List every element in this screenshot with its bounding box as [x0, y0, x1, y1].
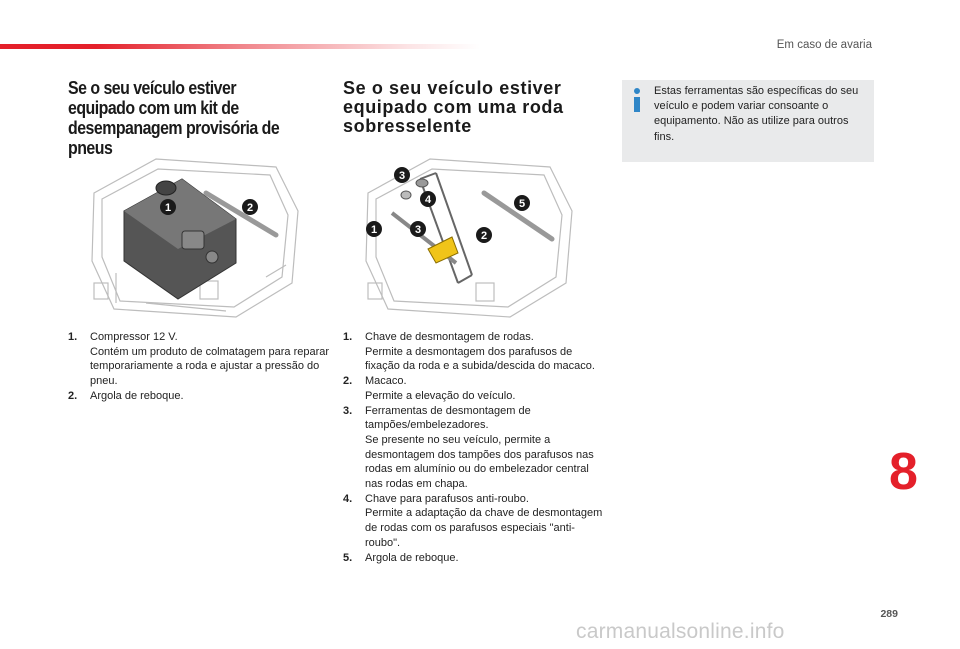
spare-wheel-tools-list	[343, 330, 603, 565]
watermark: carmanualsonline.info	[576, 620, 785, 643]
callout-1: 1	[164, 202, 172, 214]
callout-4: 4	[424, 194, 432, 206]
chapter-number: 8	[889, 443, 918, 501]
callout-3-top: 3	[398, 170, 406, 182]
callout-2: 2	[246, 202, 254, 214]
repair-kit-illustration	[86, 153, 308, 319]
info-note	[622, 80, 874, 162]
heading-repair-kit: Se o seu veículo estiver equipado com um kit de desempanagem provisória de pneus	[68, 77, 280, 158]
list-item: 1. Chave de desmontagem de rodas. Permite a desmontagem dos parafusos de fixação da roda e a subida/descida do macaco.	[343, 331, 595, 373]
list-item: 1. Compressor 12 V. Contém um produto de colmatagem para reparar temporariamente a roda e ajustar a pressão do pneu.	[68, 331, 330, 388]
callout-1: 1	[370, 224, 378, 236]
list-item: 3. Ferramentas de desmontagem de tampões/embelezadores. Se presente no seu veículo, permite a desmontagem dos tampões dos parafusos nas rodas em alumínio ou do embelezador central nas rodas em chapa.	[343, 404, 594, 491]
spare-wheel-tools-illustration	[360, 153, 582, 319]
heading-spare-wheel: Se o seu veículo estiver equipado com uma roda sobresselente	[343, 78, 564, 136]
page-number: 289	[880, 608, 898, 620]
repair-kit-list	[68, 330, 330, 404]
header-accent-bar	[0, 44, 480, 49]
section-title: Em caso de avaria	[776, 39, 872, 51]
callout-3: 3	[414, 224, 422, 236]
list-item: 5. Argola de reboque.	[343, 551, 459, 564]
info-icon	[632, 88, 642, 112]
callout-5: 5	[518, 198, 526, 210]
list-item: 2. Macaco. Permite a elevação do veículo.	[343, 375, 516, 402]
list-item: 4. Chave para parafusos anti-roubo. Permite a adaptação da chave de desmontagem de rodas com os parafusos especiais "anti-roubo".	[343, 492, 603, 549]
list-item: 2. Argola de reboque.	[68, 389, 184, 402]
callout-2: 2	[480, 230, 488, 242]
info-text: Estas ferramentas são específicas do seu veículo e podem variar consoante o equipamento. Não as utilize para outros fins.	[654, 85, 859, 143]
